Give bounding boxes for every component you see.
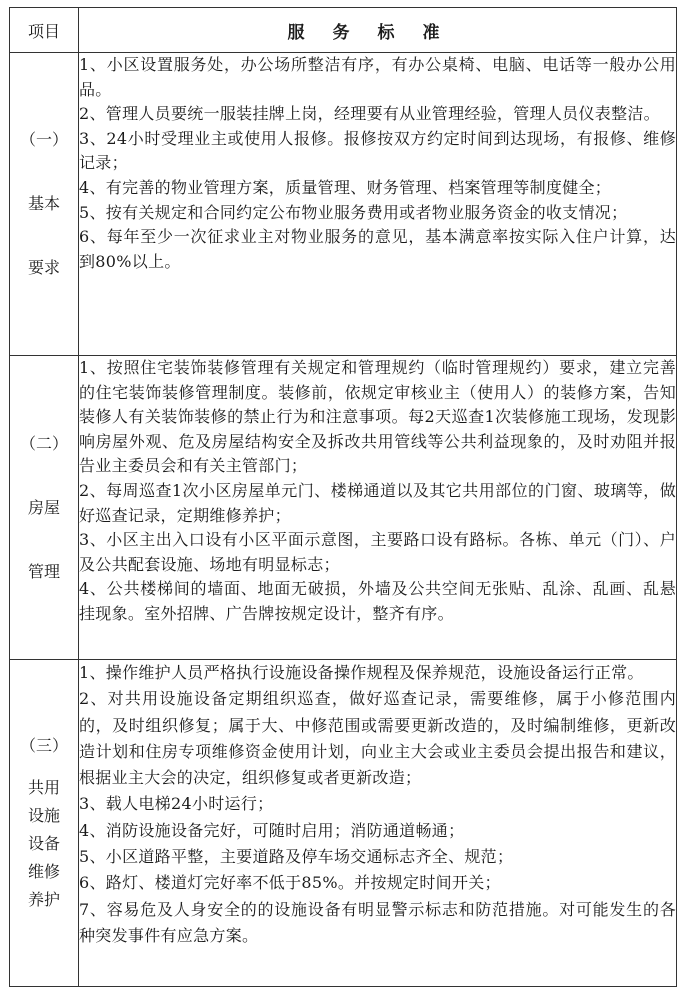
section-row-housing-management — [10, 356, 677, 660]
header-standard-cell: 服务标准 — [79, 8, 677, 53]
section-content-cell — [79, 660, 677, 987]
standard-item: 2、管理人员要统一服装挂牌上岗，经理要有从业管理经验，管理人员仪表整洁。 — [79, 104, 660, 124]
section-row-facility-maintenance — [10, 660, 677, 987]
standard-item: 7、容易危及人身安全的的设施设备有明显警示标志和防范措施。对可能发生的各种突发事件有应急方案。 — [79, 899, 676, 945]
section-name-line: 养护 — [27, 890, 60, 909]
section-name-line: 管理 — [27, 561, 60, 581]
header-item-cell: 项目 — [10, 8, 79, 53]
section-name-cell — [10, 356, 79, 660]
standard-item: 6、每年至少一次征求业主对物业服务的意见，基本满意率按实际入住户计算，达到80%以上。 — [79, 227, 676, 271]
standard-item: 2、对共用设施设备定期组织巡查，做好巡查记录，需要维修，属于小修范围内的，及时组织修复；属于大、中修范围或需要更新改造的，及时编制维修，更新改造计划和住房专项维修资金使用计划，向业主大会或业主委员会提出报告和建议，根据业主大会的决定，组织修复或者更新改造； — [79, 689, 676, 788]
section-name-line: （三） — [19, 736, 68, 755]
section-name-cell — [10, 53, 79, 356]
section-name-line: 要求 — [27, 258, 60, 277]
standard-item: 2、每周巡查1次小区房屋单元门、楼梯通道以及其它共用部位的门窗、玻璃等，做好巡查记录，定期维修养护； — [79, 480, 676, 525]
section-name-line: 共用 — [27, 778, 60, 797]
service-standard-table — [9, 7, 677, 987]
section-row-basic-requirements — [10, 53, 677, 356]
section-name-cell — [10, 660, 79, 987]
section-name-line: 房屋 — [27, 497, 60, 517]
standard-item: 1、操作维护人员严格执行设施设备操作规程及保养规范，设施设备运行正常。 — [79, 663, 644, 682]
section-content-cell — [79, 53, 677, 356]
header-row — [10, 8, 677, 53]
standard-item: 5、按有关规定和合同约定公布物业服务费用或者物业服务资金的收支情况； — [79, 202, 628, 222]
standard-item: 4、公共楼梯间的墙面、地面无破损，外墙及公共空间无张贴、乱涂、乱画、乱悬挂现象。室外招牌、广告牌按规定设计，整齐有序。 — [79, 579, 676, 623]
section-name-line: 基本 — [27, 194, 60, 213]
standard-item: 3、载人电梯24小时运行； — [79, 794, 274, 814]
section-name-line: 设施 — [27, 806, 60, 825]
standard-item: 4、有完善的物业管理方案，质量管理、财务管理、档案管理等制度健全； — [79, 177, 612, 197]
standard-item: 4、消防设施设备完好，可随时启用；消防通道畅通； — [79, 820, 465, 840]
section-content-cell — [79, 356, 677, 660]
standard-item: 6、路灯、楼道灯完好率不低于85%。并按规定时间开关； — [79, 873, 501, 893]
standard-item: 5、小区道路平整，主要道路及停车场交通标志齐全、规范； — [79, 847, 514, 867]
section-name-line: （一） — [19, 130, 68, 149]
section-name-line: 设备 — [27, 834, 60, 853]
standard-item: 3、小区主出入口设有小区平面示意图，主要路口设有路标。各栋、单元（门）、户及公共配套设施、场地有明显标志； — [79, 530, 676, 574]
standard-item: 3、24小时受理业主或使用人报修。报修按双方约定时间到达现场，有报修、维修记录； — [79, 128, 676, 173]
standard-item: 1、小区设置服务处，办公场所整洁有序，有办公桌椅、电脑、电话等一般办公用品。 — [79, 55, 676, 99]
section-name-line: 维修 — [27, 862, 60, 881]
standard-item: 1、按照住宅装饰装修管理有关规定和管理规约（临时管理规约）要求，建立完善的住宅装饰装修管理制度。装修前，依规定审核业主（使用人）的装修方案，告知装修人有关装饰装修的禁止行为和注意事项。每2天巡查1次装修施工现场，发现影响房屋外观、危及房屋结构安全及拆改共用管线等公共利益现象的，及时劝阻并报告业主委员会和有关主管部门； — [79, 358, 676, 476]
section-name-line: （二） — [19, 433, 68, 453]
